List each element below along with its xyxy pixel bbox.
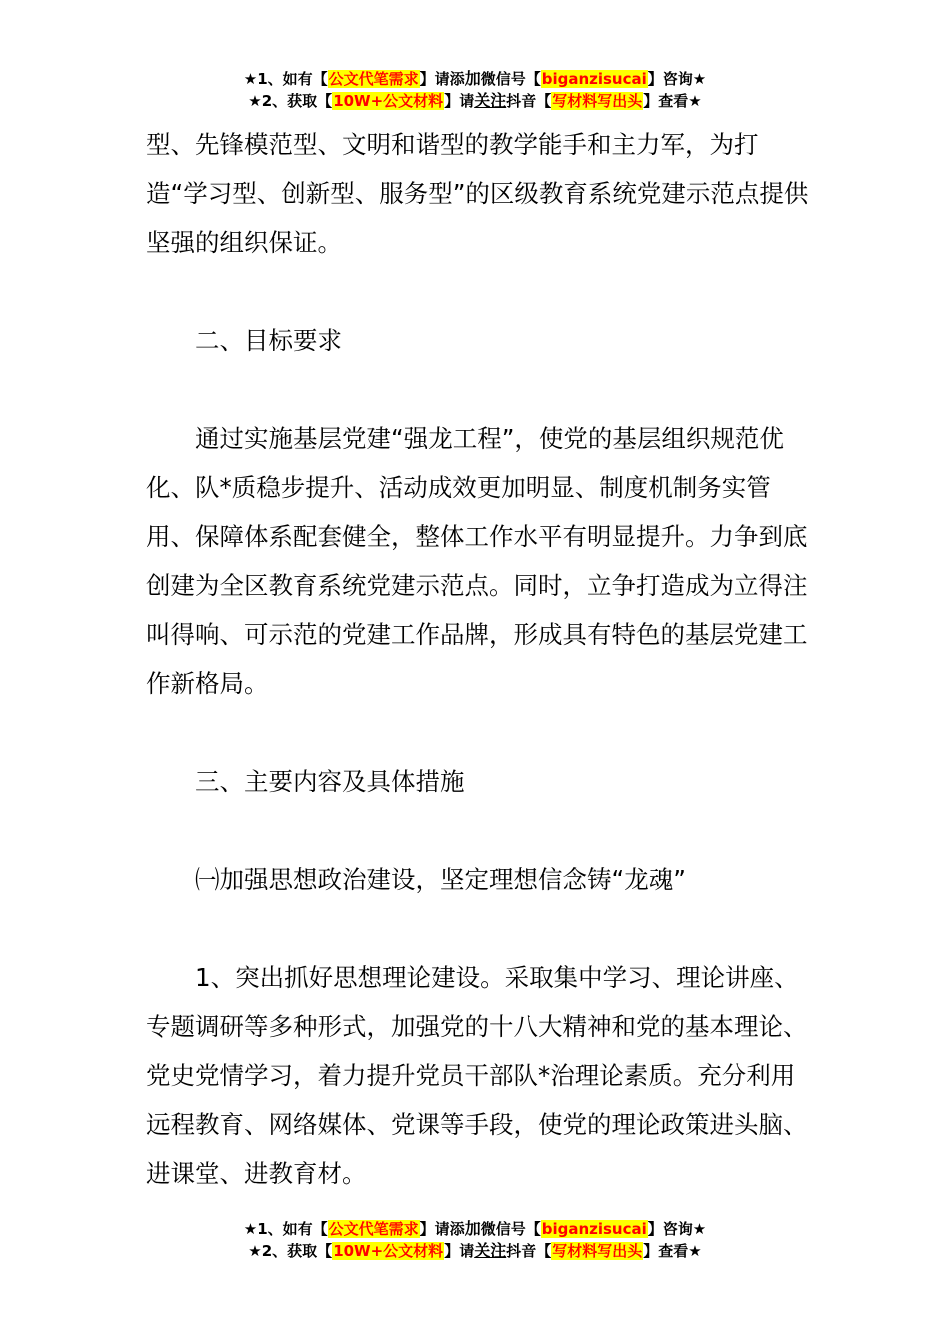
- document-body: [146, 120, 810, 1198]
- paragraph-goals: 通过实施基层党建“强龙工程”，使党的基层组织规范优化、队*质稳步提升、活动成效更加明显、制度机制务实管用、保障体系配套健全，整体工作水平有明显提升。力争到底创建为全区教育系统党建示范点。同时，立争打造成为立得注叫得响、可示范的党建工作品牌，形成具有特色的基层党建工作新格局。: [146, 424, 808, 698]
- banner-line-2: [0, 90, 950, 112]
- banner-highlight-wechat: biganzisucai: [541, 1220, 647, 1238]
- banner-emphasis: 加: [464, 1219, 481, 1238]
- banner-line-2: [0, 1240, 950, 1262]
- banner-text: 】查看★: [643, 1242, 702, 1260]
- banner-highlight-douyin: 写材料写出头: [552, 92, 643, 110]
- footer-banner: [0, 1218, 950, 1262]
- spacer: [146, 267, 810, 316]
- banner-text: 微信号【: [480, 1220, 541, 1238]
- banner-text: 】请添: [419, 70, 465, 88]
- banner-text: 】请: [444, 92, 475, 110]
- spacer: [146, 806, 810, 855]
- banner-text: ★1、如有【: [243, 1220, 328, 1238]
- banner-text: 抖音【: [506, 92, 552, 110]
- paragraph-continuation: 型、先锋模范型、文明和谐型的教学能手和主力军，为打造“学习型、创新型、服务型”的区级教育系统党建示范点提供坚强的组织保证。: [146, 130, 809, 257]
- banner-highlight-wechat: biganzisucai: [541, 70, 647, 88]
- paragraph-theory: 1、突出抓好思想理论建设。采取集中学习、理论讲座、专题调研等多种形式，加强党的十八大精神和党的基本理论、党史党情学习，着力提升党员干部队*治理论素质。充分利用远程教育、网络媒体、党课等手段，使党的理论政策进头脑、进课堂、进教育材。: [146, 963, 808, 1188]
- banner-highlight-douyin: 写材料写出头: [552, 1242, 643, 1260]
- header-banner: [0, 68, 950, 112]
- banner-text: ★2、获取【: [248, 92, 333, 110]
- banner-text: 】请添: [419, 1220, 465, 1238]
- banner-line-1: [0, 68, 950, 90]
- spacer: [146, 904, 810, 953]
- banner-highlight-materials: 10W+公文材料: [333, 1242, 444, 1260]
- section-heading-2: 二、目标要求: [195, 326, 342, 355]
- spacer: [146, 708, 810, 757]
- banner-text: ★2、获取【: [248, 1242, 333, 1260]
- banner-emphasis: 关注: [474, 91, 507, 110]
- banner-text: 抖音【: [506, 1242, 552, 1260]
- spacer: [146, 365, 810, 414]
- banner-highlight-materials: 10W+公文材料: [333, 92, 444, 110]
- banner-line-1: [0, 1218, 950, 1240]
- banner-text: 】查看★: [643, 92, 702, 110]
- banner-emphasis: 加: [464, 69, 481, 88]
- banner-text: 微信号【: [480, 70, 541, 88]
- banner-text: ★1、如有【: [243, 70, 328, 88]
- banner-emphasis: 关注: [474, 1241, 507, 1260]
- banner-text: 】咨询★: [647, 70, 707, 88]
- banner-highlight-service: 公文代笔需求: [328, 70, 419, 88]
- banner-text: 】请: [444, 1242, 475, 1260]
- banner-highlight-service: 公文代笔需求: [328, 1220, 419, 1238]
- section-heading-3: 三、主要内容及具体措施: [195, 767, 465, 796]
- banner-text: 】咨询★: [647, 1220, 707, 1238]
- subsection-heading-1: ㈠加强思想政治建设，坚定理想信念铸“龙魂”: [195, 865, 686, 894]
